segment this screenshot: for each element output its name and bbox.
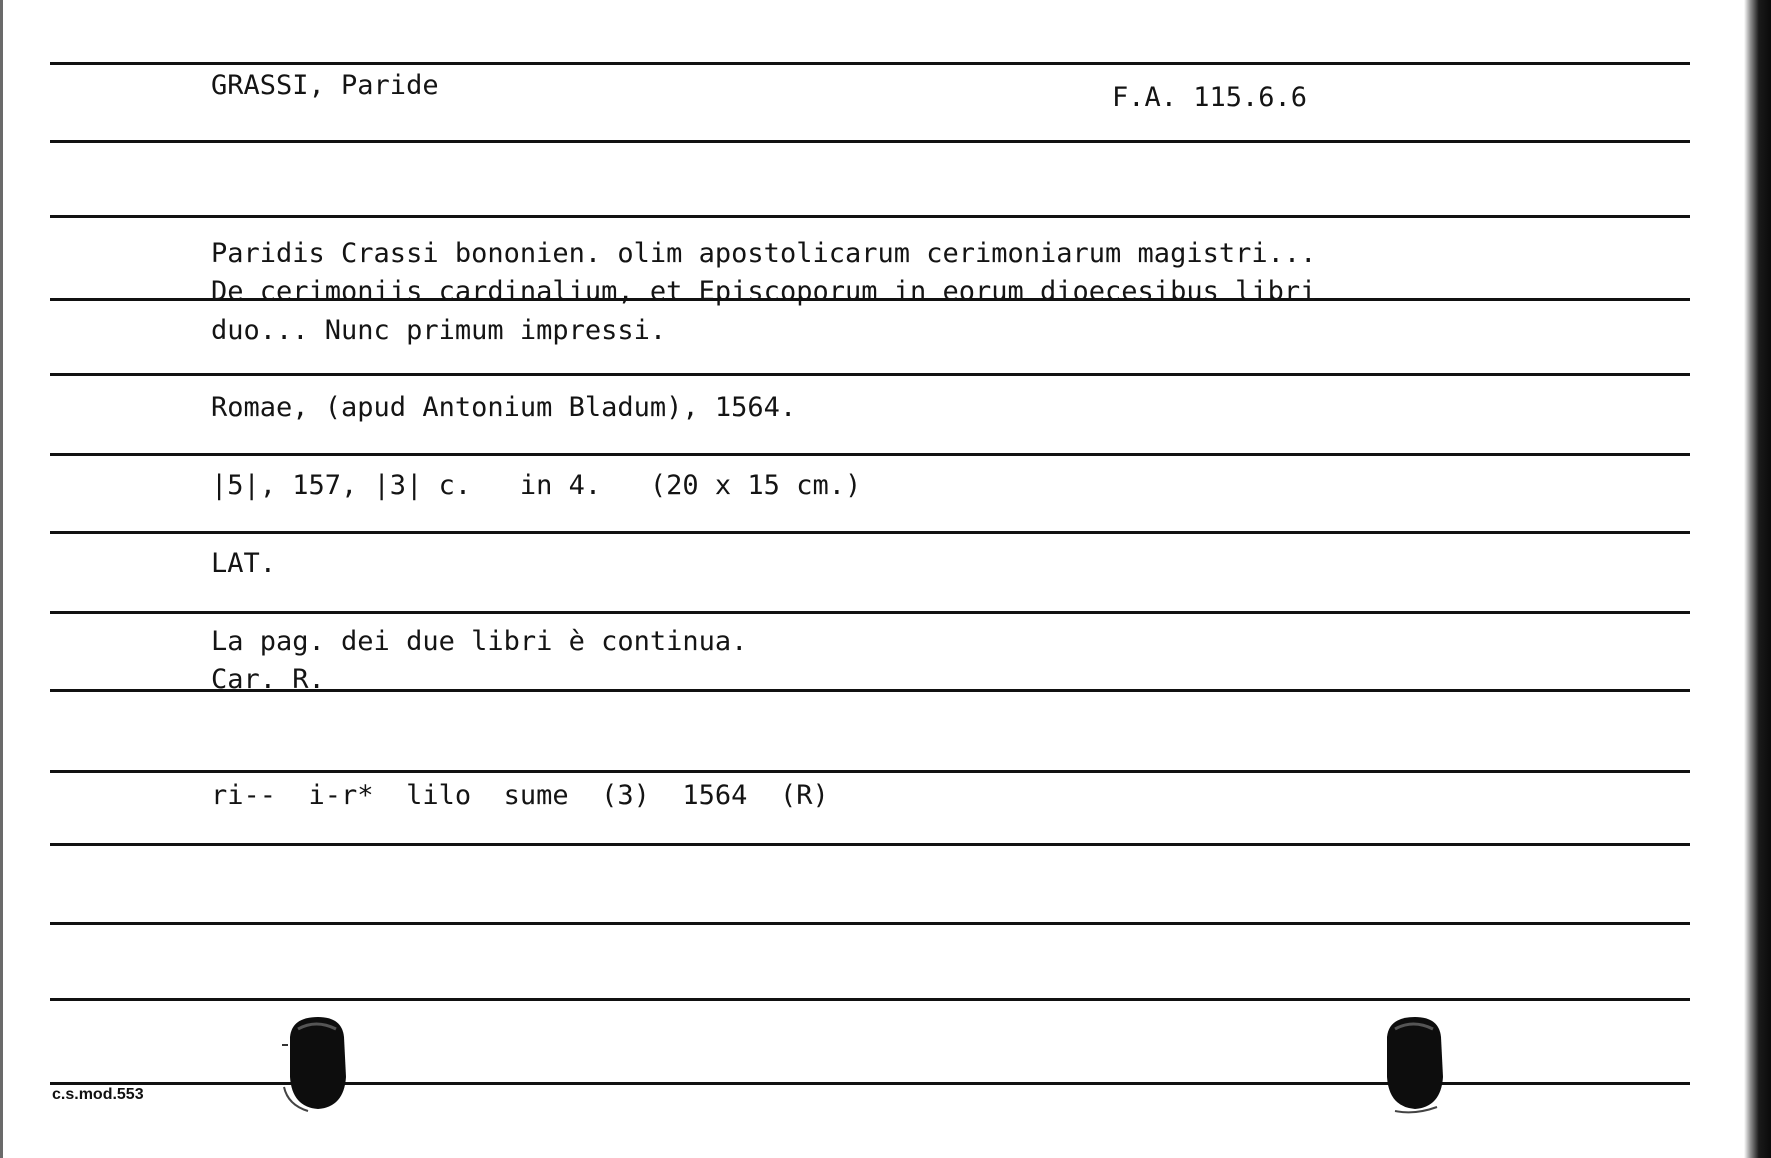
shelfmark: F.A. 115.6.6 — [1112, 82, 1308, 113]
ruled-line — [50, 770, 1690, 773]
scan-edge-right — [1744, 0, 1771, 1158]
ruled-line — [50, 453, 1690, 456]
ruled-line — [50, 843, 1690, 846]
note-line: Car. R. — [211, 664, 325, 695]
ruled-line — [50, 140, 1690, 143]
ruled-line — [50, 998, 1690, 1001]
ruled-line — [50, 215, 1690, 218]
collation: |5|, 157, |3| c. in 4. (20 x 15 cm.) — [211, 470, 862, 501]
author-heading: GRASSI, Paride — [211, 70, 439, 101]
language: LAT. — [211, 548, 277, 579]
punch-hole-left — [278, 1015, 358, 1115]
title-line: duo... Nunc primum impressi. — [211, 315, 667, 346]
imprint: Romae, (apud Antonium Bladum), 1564. — [211, 392, 797, 423]
ruled-line — [50, 922, 1690, 925]
ruled-line — [50, 531, 1690, 534]
ruled-line — [50, 373, 1690, 376]
scan-edge-left — [0, 0, 3, 1158]
punch-hole-right — [1375, 1015, 1455, 1115]
ruled-line — [50, 62, 1690, 65]
ruled-line — [50, 611, 1690, 614]
title-line: De cerimoniis cardinalium, et Episcoporum in eorum dioecesibus libri — [211, 276, 1317, 307]
title-line: Paridis Crassi bononien. olim apostolicarum cerimoniarum magistri... — [211, 238, 1317, 269]
form-id: c.s.mod.553 — [52, 1086, 144, 1103]
code-line: ri-- i-r* lilo sume (3) 1564 (R) — [211, 780, 829, 811]
note-line: La pag. dei due libri è continua. — [211, 626, 748, 657]
